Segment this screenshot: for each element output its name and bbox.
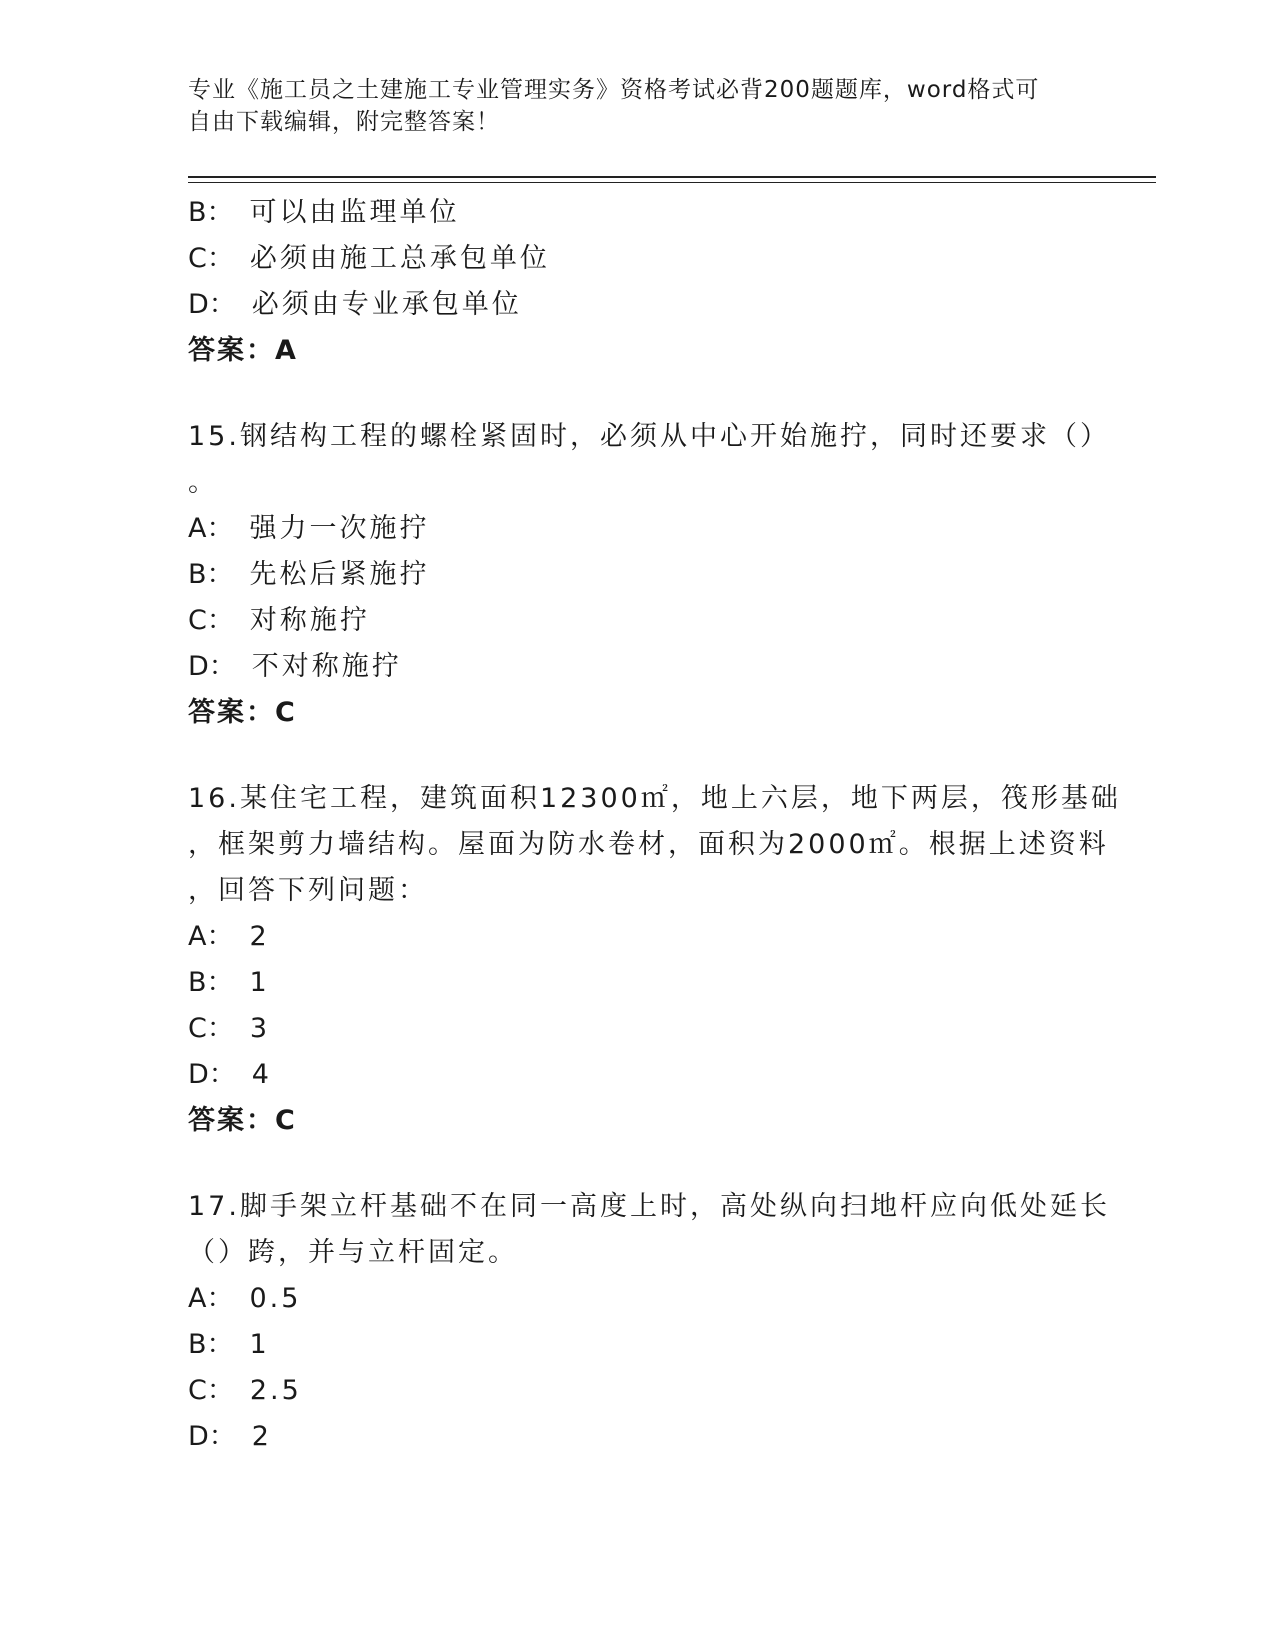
page-header (188, 74, 1068, 138)
header-title-line-1: 专业《施工员之土建施工专业管理实务》资格考试必背200题题库，word格式可 (188, 77, 1040, 103)
header-rule-thin (188, 182, 1156, 183)
question-stem-line: 15.钢结构工程的螺栓紧固时，必须从中心开始施拧，同时还要求（） (188, 421, 1110, 452)
option-a: A： 0.5 (188, 1283, 302, 1314)
question-stem-line: ，回答下列问题： (188, 875, 428, 906)
option-d: D： 2 (188, 1421, 272, 1452)
header-title-line-2: 自由下载编辑，附完整答案！ (188, 109, 500, 135)
question-16 (188, 776, 1121, 1144)
question-stem-line: 16.某住宅工程，建筑面积12300㎡，地上六层，地下两层，筏形基础 (188, 783, 1121, 814)
option-d: D： 必须由专业承包单位 (188, 289, 522, 320)
question-14 (188, 190, 1088, 374)
option-c: C： 必须由施工总承包单位 (188, 243, 550, 274)
option-b: B： 先松后紧施拧 (188, 559, 430, 590)
header-rule-thick (188, 176, 1156, 178)
answer-line: 答案：C (188, 697, 297, 728)
option-b: B： 1 (188, 967, 270, 998)
question-15 (188, 414, 1110, 736)
question-list (188, 190, 1121, 1460)
option-b: B： 可以由监理单位 (188, 197, 460, 228)
question-stem-line: 。 (188, 467, 218, 498)
answer-line: 答案：C (188, 1105, 297, 1136)
option-c: C： 对称施拧 (188, 605, 370, 636)
option-a: A： 强力一次施拧 (188, 513, 430, 544)
question-stem-line: 17.脚手架立杆基础不在同一高度上时，高处纵向扫地杆应向低处延长 (188, 1191, 1110, 1222)
question-stem-line: ，框架剪力墙结构。屋面为防水卷材，面积为2000㎡。根据上述资料 (188, 829, 1109, 860)
option-b: B： 1 (188, 1329, 270, 1360)
option-c: C： 3 (188, 1013, 271, 1044)
question-stem-line: （）跨，并与立杆固定。 (188, 1237, 518, 1268)
answer-line: 答案：A (188, 335, 298, 366)
option-a: A： 2 (188, 921, 270, 952)
option-c: C： 2.5 (188, 1375, 302, 1406)
question-17 (188, 1184, 1110, 1460)
option-d: D： 4 (188, 1059, 272, 1090)
option-d: D： 不对称施拧 (188, 651, 402, 682)
